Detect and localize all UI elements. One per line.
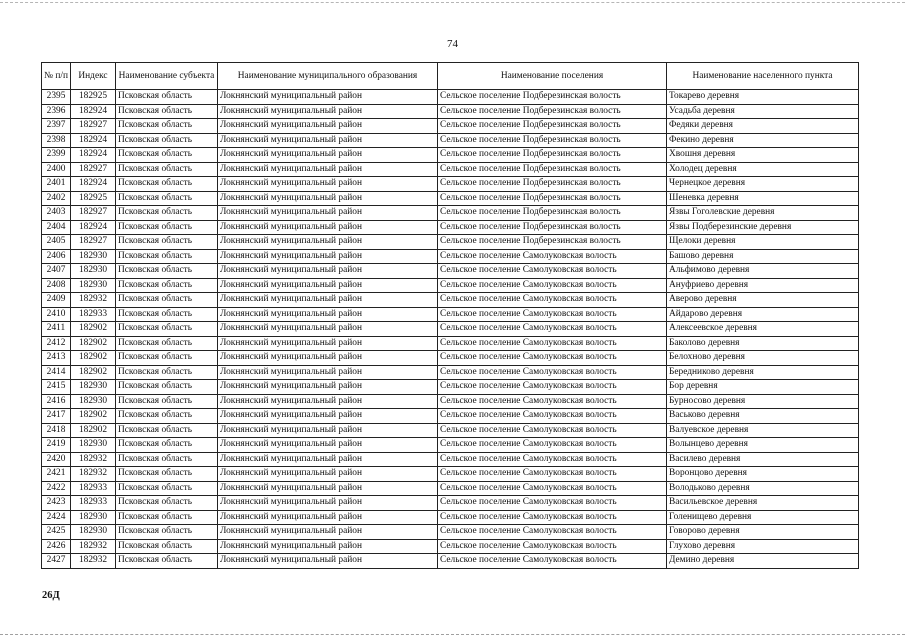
- table-header: [42, 63, 859, 90]
- cell-settlement: Сельское поселение Подберезинская волость: [438, 119, 667, 134]
- cell-locality: Глухово деревня: [667, 539, 859, 554]
- cell-municipality: Локнянский муниципальный район: [218, 133, 438, 148]
- cell-locality: Володьково деревня: [667, 481, 859, 496]
- cell-settlement: Сельское поселение Самолуковская волость: [438, 525, 667, 540]
- table-row: [42, 539, 859, 554]
- cell-index: 182933: [71, 496, 116, 511]
- cell-settlement: Сельское поселение Самолуковская волость: [438, 307, 667, 322]
- cell-locality: Васильевское деревня: [667, 496, 859, 511]
- cell-subject: Псковская область: [116, 220, 218, 235]
- cell-subject: Псковская область: [116, 510, 218, 525]
- table-row: [42, 380, 859, 395]
- cell-settlement: Сельское поселение Подберезинская волость: [438, 177, 667, 192]
- cell-settlement: Сельское поселение Самолуковская волость: [438, 380, 667, 395]
- cell-num: 2417: [42, 409, 71, 424]
- cell-locality: Айдарово деревня: [667, 307, 859, 322]
- cell-num: 2412: [42, 336, 71, 351]
- cell-locality: Язвы Подберезинские деревня: [667, 220, 859, 235]
- cell-settlement: Сельское поселение Самолуковская волость: [438, 510, 667, 525]
- table-row: [42, 191, 859, 206]
- cell-settlement: Сельское поселение Самолуковская волость: [438, 293, 667, 308]
- cell-subject: Псковская область: [116, 307, 218, 322]
- cell-municipality: Локнянский муниципальный район: [218, 235, 438, 250]
- cell-settlement: Сельское поселение Самолуковская волость: [438, 278, 667, 293]
- cell-municipality: Локнянский муниципальный район: [218, 510, 438, 525]
- cell-municipality: Локнянский муниципальный район: [218, 177, 438, 192]
- cell-settlement: Сельское поселение Самолуковская волость: [438, 322, 667, 337]
- table-row: [42, 336, 859, 351]
- cell-settlement: Сельское поселение Самолуковская волость: [438, 467, 667, 482]
- cell-subject: Псковская область: [116, 423, 218, 438]
- cell-index: 182930: [71, 264, 116, 279]
- cell-subject: Псковская область: [116, 394, 218, 409]
- cell-municipality: Локнянский муниципальный район: [218, 148, 438, 163]
- cell-num: 2411: [42, 322, 71, 337]
- cell-index: 182930: [71, 249, 116, 264]
- cell-subject: Псковская область: [116, 525, 218, 540]
- cell-subject: Псковская область: [116, 438, 218, 453]
- cell-locality: Чернецкое деревня: [667, 177, 859, 192]
- cell-settlement: Сельское поселение Самолуковская волость: [438, 423, 667, 438]
- table-row: [42, 510, 859, 525]
- table-row: [42, 394, 859, 409]
- cell-municipality: Локнянский муниципальный район: [218, 264, 438, 279]
- table-row: [42, 148, 859, 163]
- cell-num: 2397: [42, 119, 71, 134]
- cell-subject: Псковская область: [116, 148, 218, 163]
- cell-num: 2408: [42, 278, 71, 293]
- cell-locality: Башово деревня: [667, 249, 859, 264]
- cell-municipality: Локнянский муниципальный район: [218, 322, 438, 337]
- cell-index: 182927: [71, 119, 116, 134]
- cell-num: 2420: [42, 452, 71, 467]
- cell-index: 182927: [71, 162, 116, 177]
- cell-num: 2398: [42, 133, 71, 148]
- cell-locality: Хвошня деревня: [667, 148, 859, 163]
- cell-municipality: Локнянский муниципальный район: [218, 467, 438, 482]
- cell-num: 2400: [42, 162, 71, 177]
- cell-index: 182932: [71, 554, 116, 569]
- cell-index: 182932: [71, 293, 116, 308]
- header-index: Индекс: [71, 63, 116, 90]
- cell-municipality: Локнянский муниципальный район: [218, 539, 438, 554]
- cell-locality: Волынцево деревня: [667, 438, 859, 453]
- cell-locality: Щелоки деревня: [667, 235, 859, 250]
- cell-locality: Ануфриево деревня: [667, 278, 859, 293]
- cell-index: 182902: [71, 322, 116, 337]
- cell-subject: Псковская область: [116, 177, 218, 192]
- cell-locality: Демино деревня: [667, 554, 859, 569]
- cell-municipality: Локнянский муниципальный район: [218, 409, 438, 424]
- cell-locality: Бурносово деревня: [667, 394, 859, 409]
- cell-index: 182933: [71, 481, 116, 496]
- table-row: [42, 423, 859, 438]
- cell-settlement: Сельское поселение Самолуковская волость: [438, 409, 667, 424]
- cell-settlement: Сельское поселение Подберезинская волость: [438, 133, 667, 148]
- cell-index: 182930: [71, 380, 116, 395]
- table-row: [42, 90, 859, 105]
- table-row: [42, 220, 859, 235]
- cell-settlement: Сельское поселение Самолуковская волость: [438, 365, 667, 380]
- cell-index: 182925: [71, 90, 116, 105]
- table-row: [42, 119, 859, 134]
- cell-municipality: Локнянский муниципальный район: [218, 293, 438, 308]
- table-row: [42, 206, 859, 221]
- cell-num: 2421: [42, 467, 71, 482]
- table-row: [42, 554, 859, 569]
- cell-municipality: Локнянский муниципальный район: [218, 162, 438, 177]
- cell-num: 2409: [42, 293, 71, 308]
- cell-settlement: Сельское поселение Самолуковская волость: [438, 539, 667, 554]
- cell-locality: Бередниково деревня: [667, 365, 859, 380]
- cell-num: 2423: [42, 496, 71, 511]
- cell-index: 182927: [71, 235, 116, 250]
- cell-subject: Псковская область: [116, 90, 218, 105]
- cell-settlement: Сельское поселение Самолуковская волость: [438, 336, 667, 351]
- cell-index: 182930: [71, 525, 116, 540]
- cell-settlement: Сельское поселение Подберезинская волость: [438, 162, 667, 177]
- cell-subject: Псковская область: [116, 206, 218, 221]
- cell-subject: Псковская область: [116, 351, 218, 366]
- table-row: [42, 365, 859, 380]
- cell-subject: Псковская область: [116, 293, 218, 308]
- cell-municipality: Локнянский муниципальный район: [218, 554, 438, 569]
- cell-settlement: Сельское поселение Подберезинская волость: [438, 148, 667, 163]
- cell-municipality: Локнянский муниципальный район: [218, 119, 438, 134]
- cell-subject: Псковская область: [116, 336, 218, 351]
- header-locality: Наименование населенного пункта: [667, 63, 859, 90]
- cell-subject: Псковская область: [116, 264, 218, 279]
- cell-locality: Аверово деревня: [667, 293, 859, 308]
- cell-locality: Шеневка деревня: [667, 191, 859, 206]
- cell-municipality: Локнянский муниципальный район: [218, 380, 438, 395]
- cell-settlement: Сельское поселение Самолуковская волость: [438, 394, 667, 409]
- cell-settlement: Сельское поселение Подберезинская волость: [438, 235, 667, 250]
- cell-subject: Псковская область: [116, 119, 218, 134]
- cell-municipality: Локнянский муниципальный район: [218, 104, 438, 119]
- cell-subject: Псковская область: [116, 496, 218, 511]
- cell-settlement: Сельское поселение Подберезинская волость: [438, 90, 667, 105]
- cell-municipality: Локнянский муниципальный район: [218, 336, 438, 351]
- table-row: [42, 409, 859, 424]
- cell-settlement: Сельское поселение Подберезинская волость: [438, 104, 667, 119]
- table-row: [42, 177, 859, 192]
- cell-subject: Псковская область: [116, 452, 218, 467]
- cell-num: 2410: [42, 307, 71, 322]
- cell-municipality: Локнянский муниципальный район: [218, 307, 438, 322]
- cell-num: 2426: [42, 539, 71, 554]
- cell-locality: Альфимово деревня: [667, 264, 859, 279]
- cell-locality: Баколово деревня: [667, 336, 859, 351]
- cell-num: 2425: [42, 525, 71, 540]
- table-row: [42, 525, 859, 540]
- cell-num: 2395: [42, 90, 71, 105]
- cell-locality: Алексеевское деревня: [667, 322, 859, 337]
- cell-subject: Псковская область: [116, 191, 218, 206]
- cell-subject: Псковская область: [116, 365, 218, 380]
- cell-subject: Псковская область: [116, 133, 218, 148]
- cell-index: 182924: [71, 104, 116, 119]
- cell-municipality: Локнянский муниципальный район: [218, 220, 438, 235]
- cell-settlement: Сельское поселение Подберезинская волость: [438, 220, 667, 235]
- cell-settlement: Сельское поселение Самолуковская волость: [438, 351, 667, 366]
- cell-index: 182932: [71, 539, 116, 554]
- cell-index: 182902: [71, 336, 116, 351]
- cell-municipality: Локнянский муниципальный район: [218, 481, 438, 496]
- cell-subject: Псковская область: [116, 249, 218, 264]
- cell-index: 182932: [71, 467, 116, 482]
- cell-settlement: Сельское поселение Самолуковская волость: [438, 554, 667, 569]
- scan-edge-top: [0, 2, 905, 3]
- table-row: [42, 351, 859, 366]
- cell-municipality: Локнянский муниципальный район: [218, 90, 438, 105]
- cell-num: 2406: [42, 249, 71, 264]
- table-body: [42, 90, 859, 569]
- header-municipality: Наименование муниципального образования: [218, 63, 438, 90]
- cell-locality: Говорово деревня: [667, 525, 859, 540]
- cell-municipality: Локнянский муниципальный район: [218, 206, 438, 221]
- table-row: [42, 104, 859, 119]
- cell-index: 182930: [71, 278, 116, 293]
- cell-municipality: Локнянский муниципальный район: [218, 365, 438, 380]
- cell-num: 2403: [42, 206, 71, 221]
- cell-num: 2416: [42, 394, 71, 409]
- cell-subject: Псковская область: [116, 380, 218, 395]
- cell-settlement: Сельское поселение Самолуковская волость: [438, 264, 667, 279]
- table-row: [42, 481, 859, 496]
- cell-num: 2413: [42, 351, 71, 366]
- cell-locality: Токарево деревня: [667, 90, 859, 105]
- table-row: [42, 278, 859, 293]
- cell-index: 182925: [71, 191, 116, 206]
- cell-municipality: Локнянский муниципальный район: [218, 249, 438, 264]
- cell-index: 182924: [71, 148, 116, 163]
- cell-subject: Псковская область: [116, 409, 218, 424]
- cell-subject: Псковская область: [116, 481, 218, 496]
- header-row: [42, 63, 859, 90]
- cell-index: 182930: [71, 438, 116, 453]
- cell-index: 182924: [71, 220, 116, 235]
- cell-municipality: Локнянский муниципальный район: [218, 278, 438, 293]
- cell-index: 182902: [71, 365, 116, 380]
- table-row: [42, 293, 859, 308]
- cell-subject: Псковская область: [116, 554, 218, 569]
- footer-code: 26Д: [42, 590, 60, 601]
- cell-locality: Белохново деревня: [667, 351, 859, 366]
- cell-index: 182932: [71, 452, 116, 467]
- cell-num: 2401: [42, 177, 71, 192]
- cell-index: 182933: [71, 307, 116, 322]
- cell-subject: Псковская область: [116, 235, 218, 250]
- table-row: [42, 452, 859, 467]
- cell-locality: Язвы Гоголевские деревня: [667, 206, 859, 221]
- table-row: [42, 249, 859, 264]
- cell-locality: Василево деревня: [667, 452, 859, 467]
- cell-locality: Васьково деревня: [667, 409, 859, 424]
- cell-locality: Воронцово деревня: [667, 467, 859, 482]
- cell-num: 2405: [42, 235, 71, 250]
- header-subject: Наименование субъекта: [116, 63, 218, 90]
- cell-locality: Фекино деревня: [667, 133, 859, 148]
- cell-settlement: Сельское поселение Подберезинская волость: [438, 191, 667, 206]
- cell-locality: Холодец деревня: [667, 162, 859, 177]
- cell-municipality: Локнянский муниципальный район: [218, 496, 438, 511]
- table-row: [42, 322, 859, 337]
- cell-num: 2404: [42, 220, 71, 235]
- cell-index: 182927: [71, 206, 116, 221]
- cell-subject: Псковская область: [116, 162, 218, 177]
- cell-subject: Псковская область: [116, 539, 218, 554]
- cell-municipality: Локнянский муниципальный район: [218, 525, 438, 540]
- cell-municipality: Локнянский муниципальный район: [218, 191, 438, 206]
- cell-locality: Бор деревня: [667, 380, 859, 395]
- cell-municipality: Локнянский муниципальный район: [218, 423, 438, 438]
- cell-index: 182902: [71, 351, 116, 366]
- cell-index: 182902: [71, 409, 116, 424]
- cell-num: 2415: [42, 380, 71, 395]
- cell-municipality: Локнянский муниципальный район: [218, 394, 438, 409]
- cell-num: 2407: [42, 264, 71, 279]
- header-settlement: Наименование поселения: [438, 63, 667, 90]
- cell-locality: Усадьба деревня: [667, 104, 859, 119]
- cell-index: 182924: [71, 133, 116, 148]
- cell-municipality: Локнянский муниципальный район: [218, 452, 438, 467]
- cell-settlement: Сельское поселение Самолуковская волость: [438, 438, 667, 453]
- table-row: [42, 307, 859, 322]
- table-row: [42, 264, 859, 279]
- table-row: [42, 438, 859, 453]
- cell-locality: Федяки деревня: [667, 119, 859, 134]
- cell-num: 2422: [42, 481, 71, 496]
- cell-subject: Псковская область: [116, 322, 218, 337]
- table-row: [42, 133, 859, 148]
- cell-num: 2414: [42, 365, 71, 380]
- cell-municipality: Локнянский муниципальный район: [218, 438, 438, 453]
- cell-subject: Псковская область: [116, 278, 218, 293]
- scan-edge-bottom: [0, 634, 905, 635]
- header-num: № п/п: [42, 63, 71, 90]
- cell-settlement: Сельское поселение Самолуковская волость: [438, 249, 667, 264]
- cell-locality: Голенищево деревня: [667, 510, 859, 525]
- cell-index: 182902: [71, 423, 116, 438]
- cell-settlement: Сельское поселение Самолуковская волость: [438, 452, 667, 467]
- cell-index: 182930: [71, 394, 116, 409]
- cell-subject: Псковская область: [116, 467, 218, 482]
- cell-municipality: Локнянский муниципальный район: [218, 351, 438, 366]
- cell-index: 182924: [71, 177, 116, 192]
- table-row: [42, 235, 859, 250]
- table-row: [42, 467, 859, 482]
- cell-num: 2419: [42, 438, 71, 453]
- settlements-table: [41, 62, 859, 569]
- cell-settlement: Сельское поселение Самолуковская волость: [438, 481, 667, 496]
- page-number: 74: [447, 38, 458, 50]
- cell-locality: Валуевское деревня: [667, 423, 859, 438]
- cell-num: 2402: [42, 191, 71, 206]
- cell-settlement: Сельское поселение Подберезинская волость: [438, 206, 667, 221]
- cell-num: 2418: [42, 423, 71, 438]
- cell-subject: Псковская область: [116, 104, 218, 119]
- cell-num: 2396: [42, 104, 71, 119]
- cell-num: 2399: [42, 148, 71, 163]
- cell-num: 2424: [42, 510, 71, 525]
- table-row: [42, 496, 859, 511]
- cell-index: 182930: [71, 510, 116, 525]
- table-row: [42, 162, 859, 177]
- cell-num: 2427: [42, 554, 71, 569]
- cell-settlement: Сельское поселение Самолуковская волость: [438, 496, 667, 511]
